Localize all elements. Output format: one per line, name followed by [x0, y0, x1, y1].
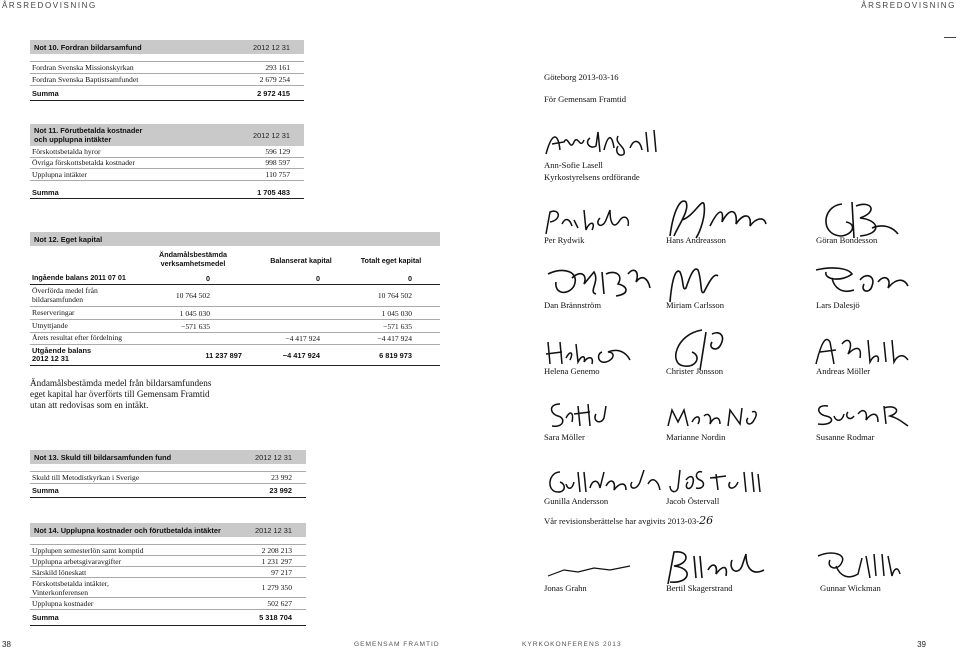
signer-name: Dan Brännström	[544, 300, 602, 310]
row-label: Upplupna arbetsgivaravgifter	[32, 556, 122, 566]
signer-name: Jacob Östervall	[666, 496, 720, 506]
note-12-explanation: Ändamålsbestämda medel från bildarsamfundens eget kapital har överförts till Gemensam Framtid utan att redovisas som en intäkt.	[30, 378, 212, 410]
equity-row: Ingående balans 2011 07 01 0 0 0	[30, 272, 440, 285]
row-value: 2 208 213	[261, 545, 292, 555]
page-number-left: 38	[2, 640, 11, 649]
note-14-sum-row	[30, 610, 306, 626]
signature-marianne-nordin	[664, 404, 764, 430]
sum-value: 2 972 415	[257, 88, 290, 98]
note-12-table	[30, 232, 440, 372]
signer-name: Hans Andreasson	[666, 235, 726, 245]
sum-value: 23 992	[269, 486, 292, 495]
place-date: Göteborg 2013-03-16	[544, 72, 619, 82]
note-14-table	[30, 523, 306, 626]
sum-value: 5 318 704	[259, 613, 292, 622]
note-11-sum-row	[30, 187, 304, 199]
signature-gunnar-wickman	[812, 548, 902, 584]
sum-label: Summa	[32, 187, 59, 197]
section-header-left: ÅRSREDOVISNING	[2, 1, 97, 10]
note-13-sum-row	[30, 484, 306, 498]
row-label: Särskild löneskatt	[32, 567, 87, 577]
note-10-title-bar	[30, 40, 304, 54]
row-value: 502 627	[267, 599, 292, 608]
auditor-name: Bertil Skagerstrand	[666, 583, 733, 593]
signer-name: Gunilla Andersson	[544, 496, 609, 506]
row-label: Fordran Svenska Baptistsamfundet	[32, 75, 139, 84]
note-13-year: 2012 12 31	[255, 452, 292, 462]
signer-name: Göran Bondesson	[816, 235, 878, 245]
row-label: Förskottsbetalda intäkter, Vinterkonferensen	[32, 578, 109, 597]
row-label: Övriga förskottsbetalda kostnader	[32, 158, 135, 168]
audit-statement: Vår revisionsberättelse har avgivits 2013-03-26	[544, 514, 714, 527]
signer-name: Sara Möller	[544, 432, 585, 442]
note-14-row	[30, 545, 306, 556]
equity-row: Reserveringar 1 045 030 1 045 030	[30, 307, 440, 320]
signature-ann-sofie-lasell	[544, 128, 664, 158]
row-value: 110 757	[265, 169, 290, 179]
signature-gunilla-andersson	[544, 466, 664, 498]
equity-row: Utnyttjande −571 635 −571 635	[30, 320, 440, 333]
note-11-title: Not 11. Förutbetalda kostnader och upplupna intäkter	[34, 126, 143, 144]
equity-final-row: Utgående balans 2012 12 31 11 237 897 −4 417 924 6 819 973	[30, 345, 440, 366]
sum-label: Summa	[32, 613, 59, 622]
note-13-title-bar	[30, 450, 306, 464]
col-header-retained: Balanserat kapital	[270, 256, 332, 265]
signature-dan-brannstrom	[544, 264, 654, 300]
signature-helena-genemo	[544, 338, 634, 368]
note-10-table	[30, 40, 304, 101]
row-label: Förskottsbetalda hyror	[32, 146, 101, 156]
note-10-row	[30, 62, 304, 74]
row-value: 97 217	[271, 567, 292, 577]
auditor-name: Jonas Grahn	[544, 583, 587, 593]
signature-jacob-ostervall	[666, 466, 766, 496]
signature-andreas-moller	[812, 334, 912, 368]
row-value: 23 992	[271, 473, 292, 482]
signer-name: Helena Genemo	[544, 366, 600, 376]
note-11-row	[30, 158, 304, 170]
note-14-title-bar	[30, 523, 306, 537]
note-14-row	[30, 598, 306, 610]
note-14-row	[30, 567, 306, 578]
note-14-row	[30, 556, 306, 567]
organization: För Gemensam Framtid	[544, 94, 627, 104]
col-header-total: Totalt eget kapital	[360, 256, 422, 265]
row-label: Upplupen semesterlön samt komptid	[32, 545, 144, 555]
row-label: Upplupna kostnader	[32, 599, 94, 608]
chair-title: Kyrkostyrelsens ordförande	[544, 172, 640, 182]
signer-name: Susanne Rodmar	[816, 432, 875, 442]
note-14-year: 2012 12 31	[255, 525, 292, 535]
row-label: Fordran Svenska Missionskyrkan	[32, 63, 134, 72]
signature-jonas-grahn	[544, 550, 634, 582]
footer-left-text: GEMENSAM FRAMTID	[354, 641, 440, 648]
section-header-right: ÅRSREDOVISNING	[861, 1, 956, 10]
note-13-table	[30, 450, 306, 498]
row-value: 596 129	[265, 146, 290, 156]
note-11-year: 2012 12 31	[253, 130, 290, 140]
page-number-right: 39	[917, 640, 926, 649]
sum-label: Summa	[32, 88, 59, 98]
signer-name: Miriam Carlsson	[666, 300, 725, 310]
note-13-title: Not 13. Skuld till bildarsamfunden fund	[34, 452, 172, 462]
signer-name: Per Rydwik	[544, 235, 585, 245]
note-12-title-bar	[30, 232, 440, 246]
signer-name: Marianne Nordin	[666, 432, 726, 442]
signer-name: Lars Dalesjö	[816, 300, 860, 310]
equity-row: Överförda medel från bildarsamfunden 10 764 502 10 764 502	[30, 285, 440, 307]
row-value: 1 279 350	[261, 583, 292, 592]
signature-sara-moller	[544, 400, 614, 430]
note-10-year: 2012 12 31	[253, 42, 290, 52]
signature-susanne-rodmar	[812, 400, 912, 428]
corner-mark	[944, 37, 956, 38]
note-11-row	[30, 169, 304, 181]
signature-goran-bondesson	[812, 198, 902, 240]
audit-day-handwritten: 26	[699, 514, 714, 527]
col-header-designated: Ändamålsbestämda verksamhetsmedel	[159, 250, 227, 268]
row-value: 998 597	[265, 158, 290, 168]
footer-right-text: KYRKOKONFERENS 2013	[522, 641, 622, 648]
sum-value: 1 705 483	[257, 187, 290, 197]
chair-name: Ann-Sofie Lasell	[544, 160, 603, 170]
row-value: 2 679 254	[259, 75, 290, 84]
row-label: Skuld till Metodistkyrkan i Sverige	[32, 473, 140, 482]
note-14-title: Not 14. Upplupna kostnader och förutbetalda intäkter	[34, 525, 221, 535]
row-value: 293 161	[265, 63, 290, 72]
note-10-row	[30, 74, 304, 86]
signature-hans-andreasson	[660, 196, 770, 240]
row-value: 1 231 297	[261, 556, 292, 566]
note-11-row	[30, 146, 304, 158]
note-14-row	[30, 578, 306, 598]
signer-name: Andreas Möller	[816, 366, 871, 376]
row-label: Upplupna intäkter	[32, 169, 88, 179]
note-11-title-bar	[30, 124, 304, 146]
note-13-row	[30, 472, 306, 484]
equity-row: Årets resultat efter fördelning −4 417 924 −4 417 924	[30, 333, 440, 345]
note-11-table	[30, 124, 304, 199]
sum-label: Summa	[32, 486, 59, 495]
signature-bertil-skagerstrand	[660, 548, 770, 588]
note-10-title: Not 10. Fordran bildarsamfund	[34, 42, 142, 52]
auditor-name: Gunnar Wickman	[820, 583, 881, 593]
note-12-title: Not 12. Eget kapital	[34, 234, 103, 244]
note-10-sum-row	[30, 86, 304, 101]
signature-per-rydwik	[544, 206, 634, 236]
signature-lars-dalesjo	[812, 264, 912, 300]
signer-name: Christer Jonsson	[666, 366, 724, 376]
